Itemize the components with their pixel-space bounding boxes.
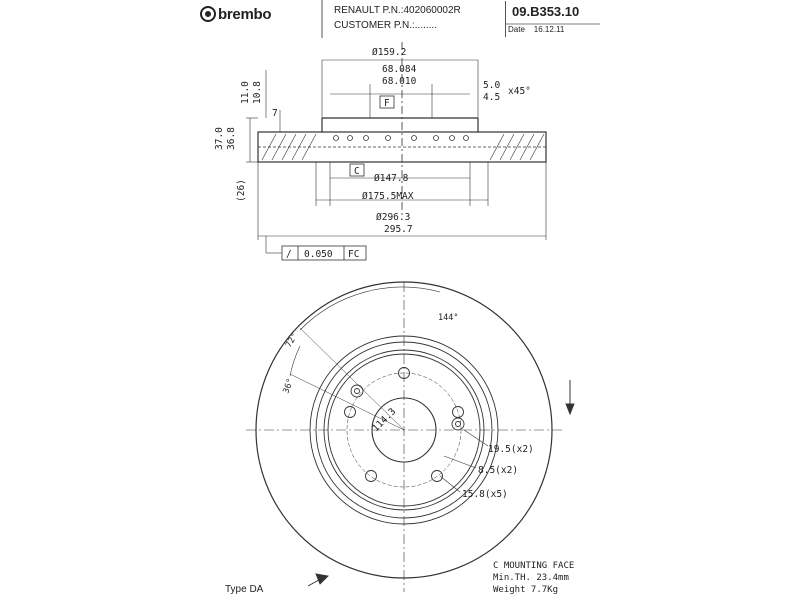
brand-name: brembo — [218, 6, 272, 23]
inner-diameter-label: Ø147.8 — [374, 173, 409, 184]
angle-144-label: 144° — [438, 313, 459, 323]
angle-72-label: 72° — [283, 331, 301, 350]
part-code: 09.B353.10 — [512, 4, 580, 19]
face-view — [246, 282, 574, 592]
datum-f-label: F — [384, 98, 390, 109]
notes-block — [493, 560, 574, 596]
tolerance-value: 0.050 — [304, 249, 333, 260]
hole-8-5-label: 8.5(x2) — [478, 465, 519, 476]
center-bore-label-1: 68.084 — [382, 64, 417, 75]
chamfer-label-2: 4.5 — [483, 92, 501, 103]
angle-36-label: 36° — [281, 377, 297, 396]
thickness-label-1: 37.0 — [214, 127, 225, 150]
chamfer-label-1: 5.0 — [483, 80, 501, 91]
datum-c-label: C — [354, 166, 360, 177]
tolerance-reference: FC — [348, 249, 360, 260]
type-label: Type DA — [225, 584, 264, 595]
hat-height-label-2: 10.8 — [252, 81, 263, 104]
thickness-label-2: 36.8 — [226, 127, 237, 150]
chamfer-angle-label: x45° — [508, 86, 531, 97]
rotor-width-label: (26) — [236, 179, 247, 202]
date-label: Date — [508, 25, 525, 34]
customer-part-number: CUSTOMER P.N.:........ — [334, 20, 437, 31]
hat-diameter-label: Ø159.2 — [372, 47, 407, 58]
outer-diameter-label-1: Ø296.3 — [376, 212, 411, 223]
small-dimension-label: 7 — [272, 108, 278, 119]
tolerance-symbol: / — [286, 249, 292, 260]
center-bore-label-2: 68.010 — [382, 76, 417, 87]
pcd-label: 114.3 — [370, 406, 399, 435]
hole-19-5-label: 19.5(x2) — [488, 444, 534, 455]
weight-note: Weight 7.7Kg — [493, 585, 559, 595]
hole-15-8-label: 15.8(x5) — [462, 489, 508, 500]
hat-height-label-1: 11.0 — [240, 81, 251, 104]
min-thickness-note: Min.TH. 23.4mm — [493, 573, 569, 583]
oem-part-number: RENAULT P.N.:402060002R — [334, 5, 461, 16]
date-value: 16.12.11 — [533, 25, 565, 34]
outer-diameter-label-2: 295.7 — [384, 224, 413, 235]
max-diameter-label: Ø175.5MAX — [362, 191, 414, 202]
mounting-face-note: C MOUNTING FACE — [493, 561, 575, 571]
